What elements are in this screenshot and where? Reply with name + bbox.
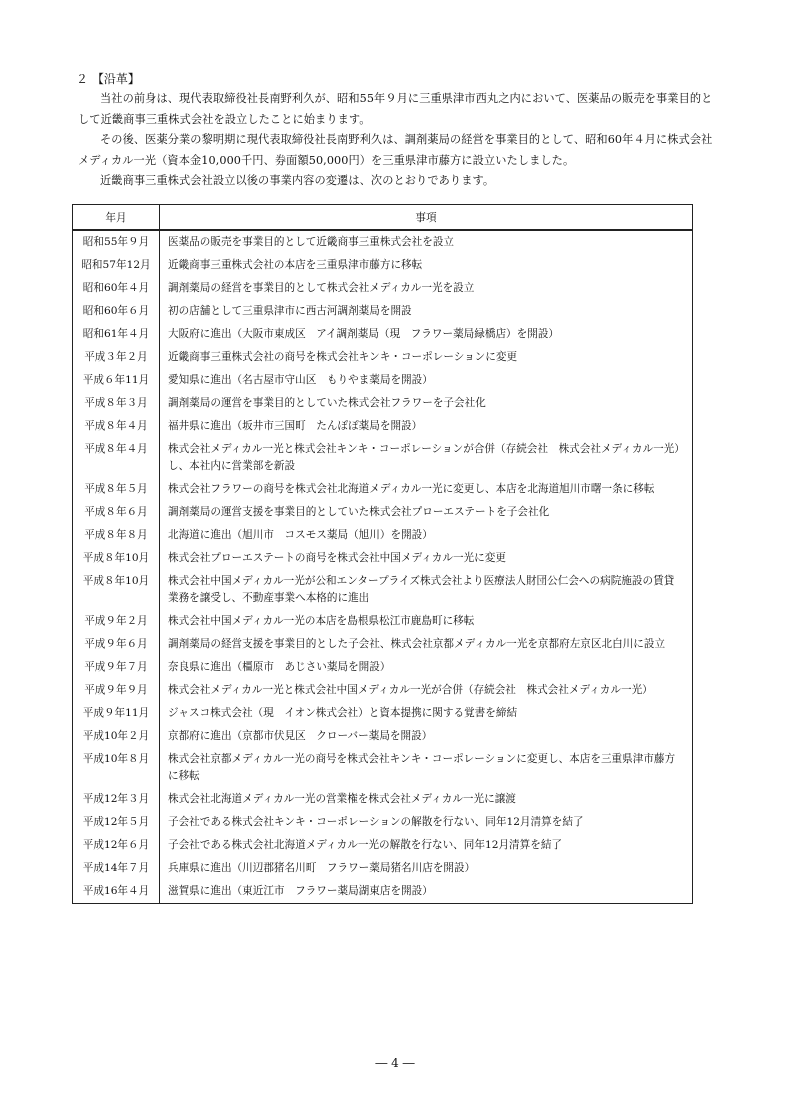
page-number: ― 4 ― (375, 1056, 415, 1070)
table-row (73, 346, 693, 369)
row-event: 株式会社京都メディカル一光の商号を株式会社キンキ・コーポレーションに変更し、本店を三重県津市藤方に移転 (160, 748, 693, 788)
row-event: 奈良県に進出（橿原市 あじさい薬局を開設） (160, 656, 693, 679)
row-date: 平成９年７月 (73, 656, 160, 679)
table-row (73, 748, 693, 788)
row-date: 昭和57年12月 (73, 254, 160, 277)
row-date: 平成12年６月 (73, 834, 160, 857)
row-date: 平成９年２月 (73, 610, 160, 633)
table-row (73, 415, 693, 438)
row-date: 平成８年３月 (73, 392, 160, 415)
row-event: 愛知県に進出（名古屋市守山区 もりやま薬局を開設） (160, 369, 693, 392)
row-event: 株式会社メディカル一光と株式会社中国メディカル一光が合併（存続会社 株式会社メディカル一光） (160, 679, 693, 702)
row-date: 昭和61年４月 (73, 323, 160, 346)
row-event: 京都府に進出（京都市伏見区 クローバー薬局を開設） (160, 725, 693, 748)
row-date: 平成９年11月 (73, 702, 160, 725)
table-row (73, 323, 693, 346)
paragraph-history-establishment (78, 130, 718, 171)
row-date: 平成８年４月 (73, 438, 160, 478)
row-event: 近畿商事三重株式会社の商号を株式会社キンキ・コーポレーションに変更 (160, 346, 693, 369)
row-event: 調剤薬局の経営支援を事業目的とした子会社、株式会社京都メディカル一光を京都府左京区北白川に設立 (160, 633, 693, 656)
row-event: 株式会社プローエステートの商号を株式会社中国メディカル一光に変更 (160, 547, 693, 570)
row-event: 兵庫県に進出（川辺郡猪名川町 フラワー薬局猪名川店を開設） (160, 857, 693, 880)
header-date: 年月 (73, 205, 160, 231)
row-event: 子会社である株式会社北海道メディカル一光の解散を行ない、同年12月清算を結了 (160, 834, 693, 857)
paragraph-history-intro (78, 89, 718, 130)
row-date: 平成12年３月 (73, 788, 160, 811)
history-table-body (73, 230, 693, 904)
row-event: 調剤薬局の経営を事業目的として株式会社メディカル一光を設立 (160, 277, 693, 300)
row-event: 調剤薬局の運営支援を事業目的としていた株式会社プローエステートを子会社化 (160, 501, 693, 524)
paragraph-history-transition (78, 171, 718, 192)
row-event: 子会社である株式会社キンキ・コーポレーションの解散を行ない、同年12月清算を結了 (160, 811, 693, 834)
table-header-row (73, 205, 693, 231)
row-date: 平成10年８月 (73, 748, 160, 788)
table-row (73, 524, 693, 547)
row-event: 北海道に進出（旭川市 コスモス薬局（旭川）を開設） (160, 524, 693, 547)
row-event: 株式会社北海道メディカル一光の営業権を株式会社メディカル一光に譲渡 (160, 788, 693, 811)
paragraph-text: 当社の前身は、現代表取締役社長南野利久が、昭和55年９月に三重県津市西丸之内において、医薬品の販売を事業目的として近畿商事三重株式会社を設立したことに始まります。 (78, 92, 713, 126)
table-row (73, 369, 693, 392)
row-date: 昭和60年６月 (73, 300, 160, 323)
row-date: 平成９年９月 (73, 679, 160, 702)
table-row (73, 679, 693, 702)
paragraph-text: その後、医薬分業の黎明期に現代表取締役社長南野利久は、調剤薬局の経営を事業目的として、昭和60年４月に株式会社メディカル一光（資本金10,000千円、券面額50,000円）を三重県津市藤方に設立いたしました。 (78, 133, 713, 167)
row-event: 福井県に進出（坂井市三国町 たんぽぽ薬局を開設） (160, 415, 693, 438)
row-event: 株式会社フラワーの商号を株式会社北海道メディカル一光に変更し、本店を北海道旭川市曙一条に移転 (160, 478, 693, 501)
paragraph-text: 近畿商事三重株式会社設立以後の事業内容の変遷は、次のとおりであります。 (100, 174, 495, 187)
row-date: 平成８年５月 (73, 478, 160, 501)
row-date: 昭和60年４月 (73, 277, 160, 300)
table-row (73, 300, 693, 323)
row-event: 近畿商事三重株式会社の本店を三重県津市藤方に移転 (160, 254, 693, 277)
row-date: 昭和55年９月 (73, 230, 160, 254)
row-event: 調剤薬局の運営を事業目的としていた株式会社フラワーを子会社化 (160, 392, 693, 415)
table-row (73, 478, 693, 501)
table-row (73, 725, 693, 748)
table-row (73, 880, 693, 904)
row-date: 平成８年10月 (73, 570, 160, 610)
row-date: 平成８年８月 (73, 524, 160, 547)
table-row (73, 788, 693, 811)
row-date: 平成14年７月 (73, 857, 160, 880)
row-date: 平成８年６月 (73, 501, 160, 524)
row-event: 株式会社中国メディカル一光が公和エンタープライズ株式会社より医療法人財団公仁会への病院施設の賃貸業務を譲受し、不動産事業へ本格的に進出 (160, 570, 693, 610)
table-row (73, 857, 693, 880)
row-date: 平成６年11月 (73, 369, 160, 392)
row-event: 大阪府に進出（大阪市東成区 アイ調剤薬局（現 フラワー薬局緑橋店）を開設） (160, 323, 693, 346)
table-row (73, 547, 693, 570)
header-event: 事項 (160, 205, 693, 231)
row-date: 平成３年２月 (73, 346, 160, 369)
table-row (73, 610, 693, 633)
row-event: 株式会社中国メディカル一光の本店を島根県松江市鹿島町に移転 (160, 610, 693, 633)
table-row (73, 277, 693, 300)
row-date: 平成16年４月 (73, 880, 160, 904)
table-row (73, 392, 693, 415)
table-row (73, 570, 693, 610)
row-event: 株式会社メディカル一光と株式会社キンキ・コーポレーションが合併（存続会社 株式会社メディカル一光）し、本社内に営業部を新設 (160, 438, 693, 478)
table-row (73, 438, 693, 478)
row-date: 平成12年５月 (73, 811, 160, 834)
section-title: ２ 【沿革】 (76, 72, 140, 86)
table-row (73, 230, 693, 254)
row-event: 初の店舗として三重県津市に西古河調剤薬局を開設 (160, 300, 693, 323)
row-date: 平成９年６月 (73, 633, 160, 656)
row-event: 滋賀県に進出（東近江市 フラワー薬局湖東店を開設） (160, 880, 693, 904)
history-table (72, 204, 693, 904)
row-date: 平成８年10月 (73, 547, 160, 570)
table-row (73, 501, 693, 524)
row-date: 平成10年２月 (73, 725, 160, 748)
row-event: 医薬品の販売を事業目的として近畿商事三重株式会社を設立 (160, 230, 693, 254)
table-row (73, 811, 693, 834)
table-row (73, 254, 693, 277)
row-date: 平成８年４月 (73, 415, 160, 438)
table-row (73, 656, 693, 679)
table-row (73, 702, 693, 725)
table-row (73, 633, 693, 656)
table-row (73, 834, 693, 857)
row-event: ジャスコ株式会社（現 イオン株式会社）と資本提携に関する覚書を締結 (160, 702, 693, 725)
